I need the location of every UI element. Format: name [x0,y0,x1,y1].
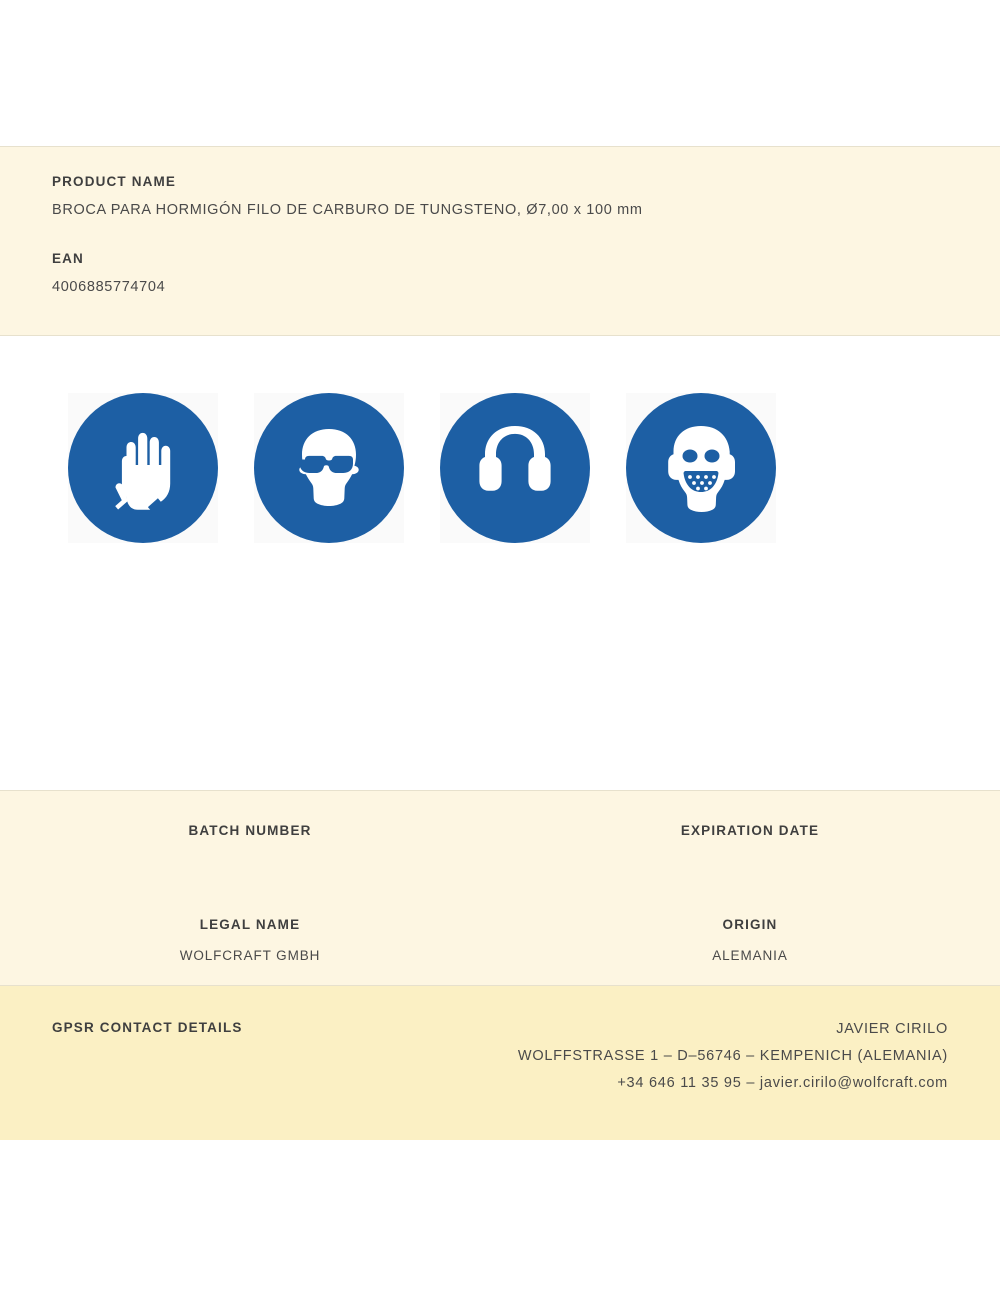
ean-label: EAN [52,251,84,266]
legal-name-label: LEGAL NAME [199,917,301,932]
gpsr-contact-address: WOLFFSTRASSE 1 – D–56746 – KEMPENICH (ALEMANIA) [517,1048,948,1064]
ean-field [52,251,948,295]
product-name-value: BROCA PARA HORMIGÓN FILO DE CARBURO DE TUNGSTENO, Ø7,00 x 100 mm [52,202,643,218]
batch-column-right [500,790,1000,986]
origin-label: ORIGIN [722,917,778,932]
safety-pictogram-section [0,336,1000,790]
batch-number-value [0,838,500,854]
legal-name-value: WOLFCRAFT GMBH [179,948,321,963]
wear-eye-protection-icon [254,393,404,543]
product-info-band [0,146,1000,336]
wear-respiratory-protection-icon [626,393,776,543]
ean-value: 4006885774704 [52,279,166,295]
gpsr-contact-band [0,986,1000,1140]
wear-protective-gloves-icon [68,393,218,543]
batch-column-left [0,790,500,986]
wear-ear-protection-icon [440,393,590,543]
product-name-label: PRODUCT NAME [52,174,177,189]
expiration-date-value [500,838,1000,854]
gpsr-contact-label: GPSR CONTACT DETAILS [52,1020,243,1035]
pictogram-row [68,393,776,543]
product-name-field [52,174,948,218]
origin-value: ALEMANIA [712,948,788,963]
batch-number-label: BATCH NUMBER [188,823,312,838]
band-top-divider [0,146,1000,147]
gpsr-contact-lines [518,1016,948,1097]
gpsr-contact-name: JAVIER CIRILO [836,1021,948,1037]
gpsr-contact-phone-email: +34 646 11 35 95 – javier.cirilo@wolfcraft.com [617,1075,948,1091]
expiration-date-label: EXPIRATION DATE [680,823,820,838]
batch-legal-band [0,790,1000,986]
